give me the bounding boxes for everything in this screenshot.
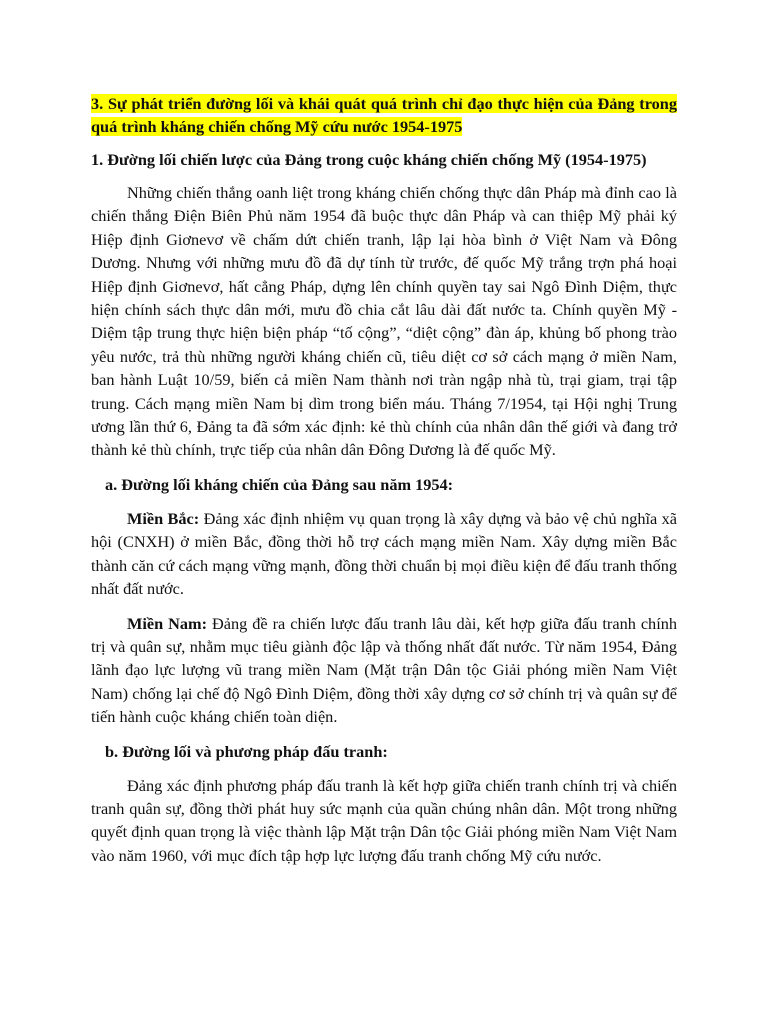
intro-paragraph: Những chiến thắng oanh liệt trong kháng chiến chống thực dân Pháp mà đỉnh cao là chiến thắng Điện Biên Phủ năm 1954 đã buộc thực dân Pháp và can thiệp Mỹ phải ký Hiệp định Giơnevơ về chấm dứt chiến tranh, lập lại hòa bình ở Việt Nam và Đông Dương. Nhưng với những mưu đồ đã dự tính từ trước, đế quốc Mỹ trắng trợn phá hoại Hiệp định Giơnevơ, hất cẳng Pháp, dựng lên chính quyền tay sai Ngô Đình Diệm, thực hiện chính sách thực dân mới, mưu đồ chia cắt lâu dài đất nước ta. Chính quyền Mỹ - Diệm tập trung thực hiện biện pháp “tố cộng”, “diệt cộng” đàn áp, khủng bố phong trào yêu nước, trả thù những người kháng chiến cũ, tiêu diệt cơ sở cách mạng ở miền Nam, ban hành Luật 10/59, biến cả miền Nam thành nơi tràn ngập nhà tù, trại giam, trại tập trung. Cách mạng miền Nam bị dìm trong biển máu. Tháng 7/1954, tại Hội nghị Trung ương lần thứ 6, Đảng ta đã sớm xác định: kẻ thù chính của nhân dân thế giới và đang trở thành kẻ thù chính, trực tiếp của nhân dân Đông Dương là đế quốc Mỹ. <box>91 183 677 460</box>
heading-strategic-line: 1. Đường lối chiến lược của Đảng trong cuộc kháng chiến chống Mỹ (1954-1975) <box>91 150 647 169</box>
north-label: Miền Bắc: <box>127 508 200 528</box>
south-text: Đảng đề ra chiến lược đấu tranh lâu dài, kết hợp giữa đấu tranh chính trị và quân sự, nhằm mục tiêu giành độc lập và thống nhất đất nước. Từ năm 1954, Đảng lãnh đạo lực lượng vũ trang miền Nam (Mặt trận Dân tộc Giải phóng miền Nam Việt Nam) chống lại chế độ Ngô Đình Diệm, đồng thời xây dựng cơ sở chính trị và quân sự để tiến hành cuộc kháng chiến toàn diện. <box>91 613 678 727</box>
subsection-a-title: a. Đường lối kháng chiến của Đảng sau năm 1954: <box>105 474 454 494</box>
south-label: Miền Nam: <box>127 613 208 633</box>
north-paragraph <box>91 507 677 601</box>
struggle-method-paragraph: Đảng xác định phương pháp đấu tranh là kết hợp giữa chiến tranh chính trị và chiến tranh quân sự, đồng thời phát huy sức mạnh của quần chúng nhân dân. Một trong những quyết định quan trọng là việc thành lập Mặt trận Dân tộc Giải phóng miền Nam Việt Nam vào năm 1960, với mục đích tập hợp lực lượng đấu tranh chống Mỹ cứu nước. <box>91 775 677 865</box>
north-text: Đảng xác định nhiệm vụ quan trọng là xây dựng và bảo vệ chủ nghĩa xã hội (CNXH) ở miền Bắc, đồng thời hỗ trợ cách mạng miền Nam. Xây dựng miền Bắc thành căn cứ cách mạng vững mạnh, đồng thời chuẩn bị mọi điều kiện để đấu tranh thống nhất đất nước. <box>91 508 678 599</box>
document-page <box>91 92 677 878</box>
subsection-b-title: b. Đường lối và phương pháp đấu tranh: <box>105 741 388 761</box>
south-paragraph <box>91 612 677 729</box>
section-title-highlight: 3. Sự phát triển đường lối và khái quát quá trình chỉ đạo thực hiện của Đảng trong quá trình kháng chiến chống Mỹ cứu nước 1954-1975 <box>91 94 677 136</box>
section-title <box>91 92 677 138</box>
